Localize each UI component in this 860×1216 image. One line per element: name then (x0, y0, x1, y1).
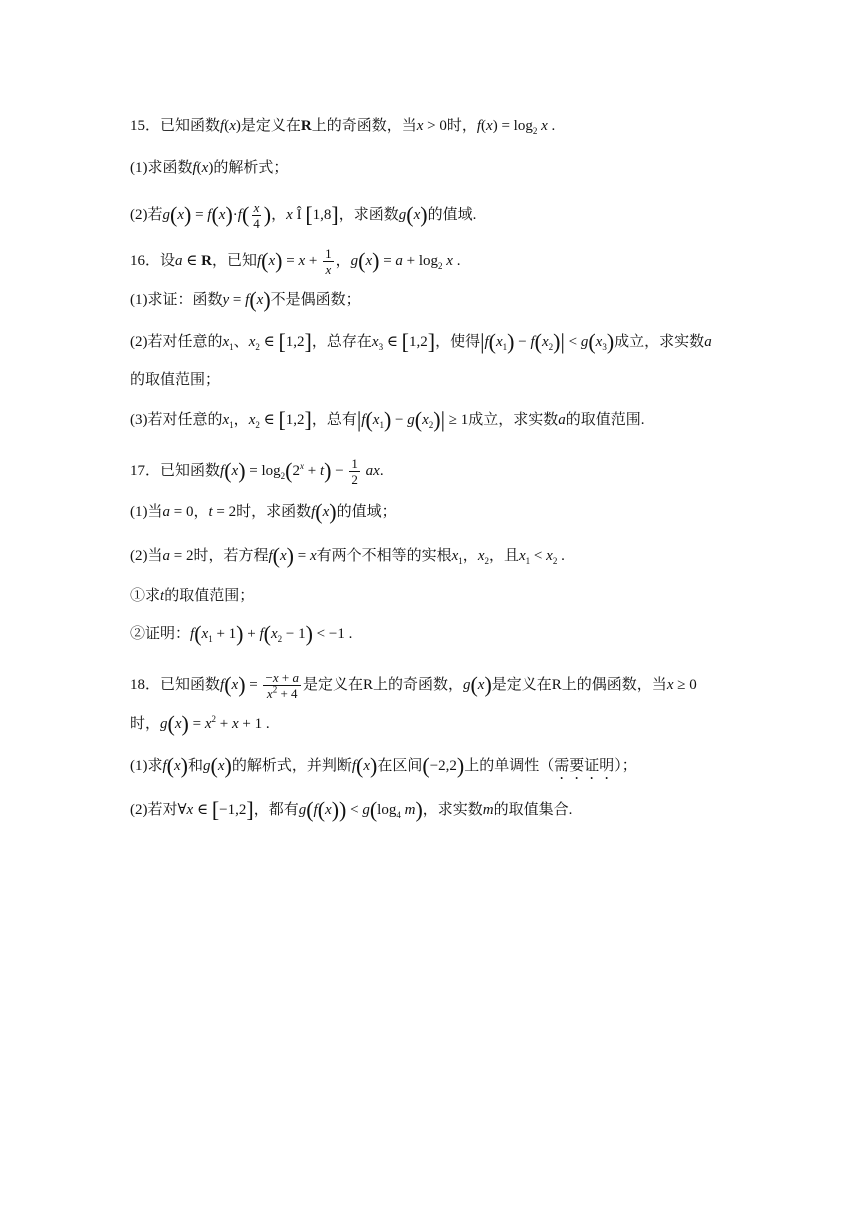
q18-stem-line1: 18．已知函数f(x) = $\frac{-x + a}{x^2 + 4}$ 是定义在R上的奇函数，g(x)是定义在R上的偶函数，当x ≥ 0 (130, 670, 697, 701)
q17-part1: (1)当a = 0，t = 2时，求函数f(x)的值域； (130, 499, 397, 524)
q16-part2-line2: 的取值范围； (130, 372, 221, 388)
q15-part2: (2)若g(x) = f(x)·f( $\frac{x}{4}$ )，x Î [1,8]，求函数g(x)的值域. (130, 200, 477, 231)
q16-part3: (3)若对任意的$x_1$，$x_2$ ∈ [1,2]，总有$|f(x_1) - g(x_2)| \ge 1$成立，求实数a的取值范围. (130, 407, 645, 432)
q17-part2: (2)当a = 2时，若方程f(x) = x有两个不相等的实根$x_1$，$x_2$，且$x_1 < x_2$ . (130, 543, 565, 568)
q18-part1: (1)求f(x)和g(x)的解析式，并判断f(x)在区间(−2,2)上的单调性（需要证明）； (130, 753, 637, 778)
q17-stem: 17．已知函数$f(x) = \log_2(2^x + t)$ − $\frac{1}{2}$ ax. (130, 456, 384, 487)
q16-part1: (1)求证：函数y = f(x)不是偶函数； (130, 287, 361, 312)
q15-stem: 15．已知函数f(x)是定义在R上的奇函数，当x > 0时，$f(x) = \log_2 x$ . (130, 118, 556, 136)
q17-sub1: ①求t的取值范围； (130, 588, 255, 604)
q16-stem: 16．设a ∈ R，已知f(x) = x + $\frac{1}{x}$ ，$g(x) = a + \log_2 x$ . (130, 246, 461, 277)
q16-part2-line1: (2)若对任意的$x_1$、$x_2$ ∈ [1,2]，总存在$x_3$ ∈ [1,2]，使得$|f(x_1) - f(x_2)| < g(x_3)$成立，求实数a (130, 329, 712, 354)
q17-sub2: ②证明：$f(x_1 + 1) + f(x_2 - 1) < -1$ . (130, 621, 353, 646)
q18-stem-line2: 时，$g(x) = x^2 + x + 1$ . (130, 711, 270, 736)
q15-part1: (1)求函数f(x)的解析式； (130, 160, 289, 176)
q18-part2: (2)若对∀x ∈ [−1,2]，都有$g(f(x)) < g(\log_4$ m)，求实数m的取值集合. (130, 797, 573, 822)
